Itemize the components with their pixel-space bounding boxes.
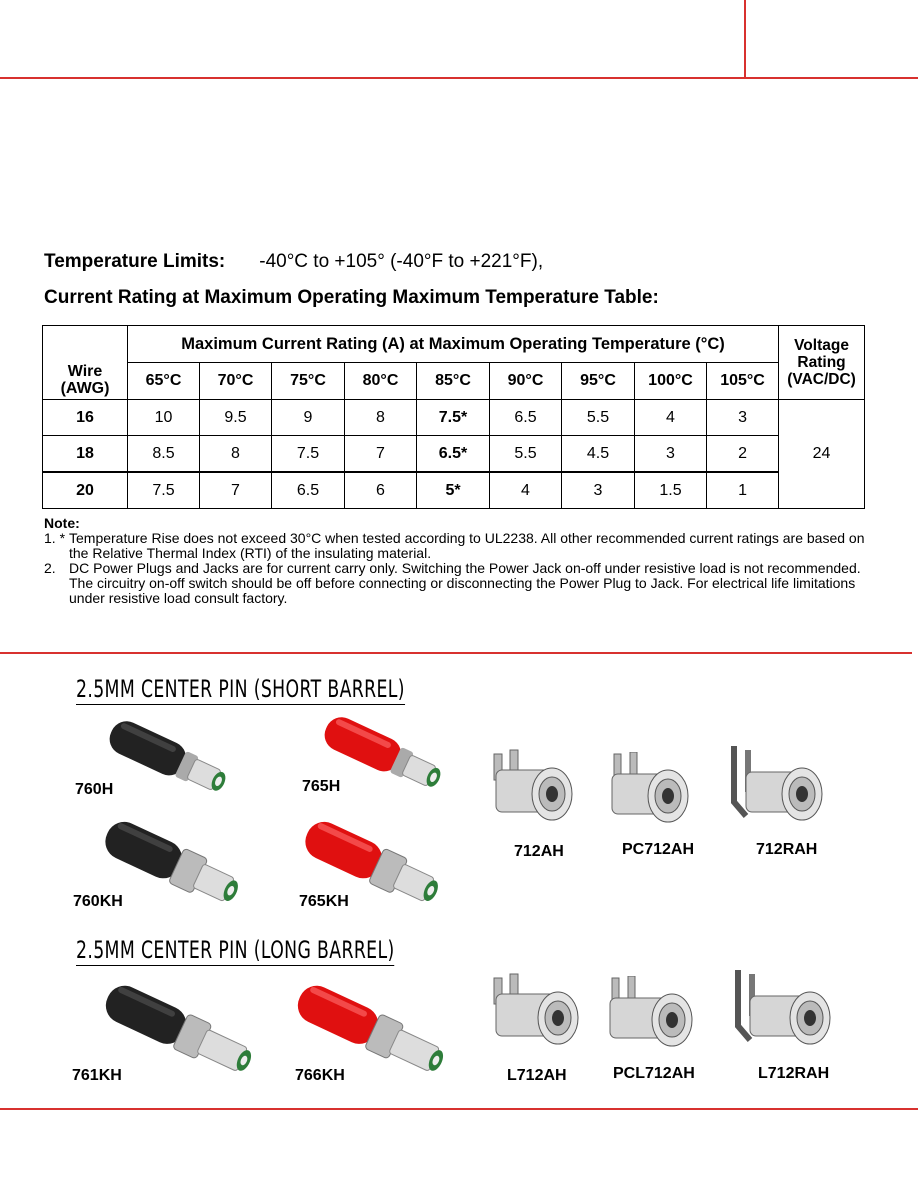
jack-L712RAH-image [730, 966, 836, 1060]
rating-cell: 3 [635, 436, 707, 473]
rating-cell: 4 [490, 472, 562, 509]
product-label-760H: 760H [75, 781, 114, 798]
temperature-label: Temperature Limits: [44, 251, 226, 272]
table-row [43, 436, 865, 473]
product-label-712RAH: 712RAH [756, 841, 818, 858]
rating-cell: 2 [707, 436, 779, 473]
rating-cell: 6 [345, 472, 417, 509]
rating-cell: 6.5 [272, 472, 345, 509]
rating-cell: 8 [345, 400, 417, 436]
rating-cell: 7.5* [417, 400, 490, 436]
rating-cell: 9 [272, 400, 345, 436]
table-row [43, 400, 865, 436]
temp-header: 65°C [128, 363, 200, 400]
footer-rule [0, 1108, 918, 1110]
awg-cell: 20 [43, 472, 128, 509]
table-title: Current Rating at Maximum Operating Maximum Temperature Table: [44, 287, 659, 308]
temperature-limits [44, 251, 543, 273]
rating-cell: 5.5 [562, 400, 635, 436]
awg-cell: 16 [43, 400, 128, 436]
rating-cell: 8 [200, 436, 272, 473]
plug-765H-image [320, 714, 460, 800]
rating-cell: 6.5* [417, 436, 490, 473]
product-label-712AH: 712AH [514, 843, 564, 860]
temp-header: 75°C [272, 363, 345, 400]
rating-cell: 6.5 [490, 400, 562, 436]
rating-cell: 5.5 [490, 436, 562, 473]
rating-cell: 7 [345, 436, 417, 473]
product-label-PC712AH: PC712AH [622, 841, 695, 858]
note-number: 1. * [44, 530, 66, 546]
product-label-760KH: 760KH [73, 893, 123, 910]
product-label-761KH: 761KH [72, 1067, 122, 1084]
voltage-header [779, 326, 865, 400]
rating-cell: 9.5 [200, 400, 272, 436]
temp-header: 95°C [562, 363, 635, 400]
header-divider [744, 0, 746, 79]
wire-header-line1: Wire [67, 363, 103, 380]
wire-header [43, 326, 128, 400]
notes [44, 516, 874, 606]
temp-header: 105°C [707, 363, 779, 400]
rating-cell: 1.5 [635, 472, 707, 509]
rating-cell: 4.5 [562, 436, 635, 473]
temp-header: 80°C [345, 363, 417, 400]
jack-712AH-image [488, 748, 580, 832]
rating-cell: 1 [707, 472, 779, 509]
product-label-765KH: 765KH [299, 893, 349, 910]
voltage-header-line3: (VAC/DC) [787, 371, 856, 388]
section-heading-short-barrel: 2.5MM CENTER PIN (SHORT BARREL) [76, 675, 405, 703]
product-label-PCL712AH: PCL712AH [613, 1065, 695, 1082]
section-heading-long-barrel: 2.5MM CENTER PIN (LONG BARREL) [76, 936, 395, 964]
rating-cell: 8.5 [128, 436, 200, 473]
note-number: 2. [44, 560, 56, 576]
group-header: Maximum Current Rating (A) at Maximum Operating Temperature (°C) [128, 326, 779, 363]
note-text: DC Power Plugs and Jacks are for current carry only. Switching the Power Jack on-off under resistive load is not recommended. The circuitry on-off switch should be off before connecting or disconnecting the Power Plug to Jack. For electrical life limitations under resistive load consult factory. [69, 560, 861, 606]
rating-cell: 5* [417, 472, 490, 509]
product-label-765H: 765H [302, 778, 341, 795]
plug-761KH-image [100, 982, 270, 1084]
header-rule [0, 77, 918, 79]
notes-title: Note: [44, 515, 80, 531]
product-label-L712RAH: L712RAH [758, 1065, 830, 1082]
awg-cell: 18 [43, 436, 128, 473]
plug-760KH-image [100, 818, 260, 916]
product-label-766KH: 766KH [295, 1067, 345, 1084]
wire-header-line2: (AWG) [60, 380, 110, 397]
temp-header: 100°C [635, 363, 707, 400]
rating-cell: 7.5 [128, 472, 200, 509]
temperature-value: -40°C to +105° (-40°F to +221°F), [259, 251, 544, 272]
rating-cell: 7 [200, 472, 272, 509]
voltage-header-line2: Rating [797, 354, 846, 371]
rating-cell: 4 [635, 400, 707, 436]
voltage-cell: 24 [779, 400, 865, 509]
jack-PC712AH-image [604, 752, 696, 834]
temp-header: 70°C [200, 363, 272, 400]
rating-cell: 3 [707, 400, 779, 436]
section-rule [0, 652, 912, 654]
product-label-L712AH: L712AH [507, 1067, 567, 1084]
temp-header: 90°C [490, 363, 562, 400]
rating-cell: 10 [128, 400, 200, 436]
voltage-header-line1: Voltage [794, 337, 849, 354]
jack-PCL712AH-image [602, 976, 698, 1060]
rating-cell: 7.5 [272, 436, 345, 473]
note-item [44, 531, 874, 561]
plug-760H-image [105, 718, 245, 804]
current-rating-table [42, 325, 865, 509]
note-item [44, 561, 874, 606]
jack-L712AH-image [488, 972, 584, 1058]
table-row [43, 472, 865, 509]
temp-header: 85°C [417, 363, 490, 400]
rating-cell: 3 [562, 472, 635, 509]
note-text: Temperature Rise does not exceed 30°C when tested according to UL2238. All other recommended current ratings are based on the Relative Thermal Index (RTI) of the insulating material. [69, 530, 865, 561]
jack-712RAH-image [726, 742, 830, 834]
